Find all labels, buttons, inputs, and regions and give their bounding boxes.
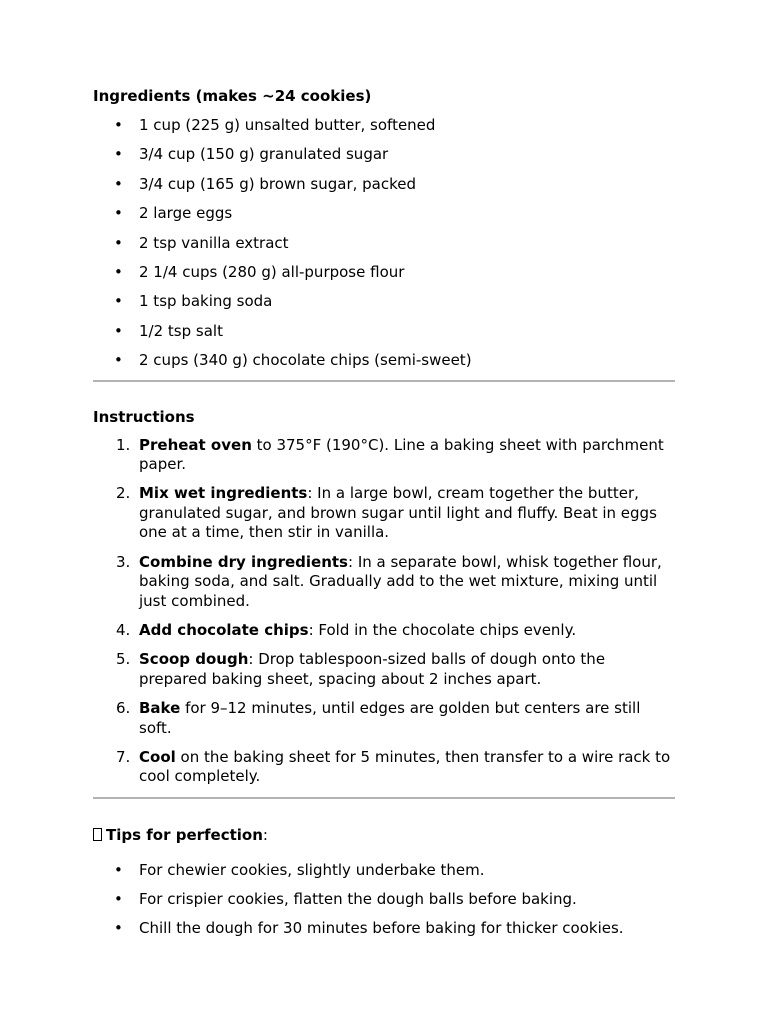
list-item bbox=[93, 889, 675, 909]
list-item bbox=[93, 699, 675, 738]
list-item bbox=[93, 621, 675, 641]
step-text: : Drop tablespoon-sized balls of dough onto the prepared baking sheet, spacing about 2 inches apart. bbox=[139, 650, 606, 688]
step-number: 4. bbox=[116, 621, 131, 640]
list-item bbox=[93, 115, 675, 135]
list-item bbox=[93, 262, 675, 282]
ingredient-text: 2 large eggs bbox=[139, 204, 233, 223]
list-item bbox=[93, 321, 675, 341]
ingredients-heading: Ingredients (makes ~24 cookies) bbox=[93, 87, 372, 105]
ingredients-list bbox=[93, 115, 675, 370]
step-number: 1. bbox=[116, 435, 131, 454]
tips-title-suffix: : bbox=[262, 825, 268, 844]
bullet-icon: • bbox=[114, 262, 123, 281]
bullet-icon: • bbox=[114, 174, 123, 193]
ingredient-text: 2 tsp vanilla extract bbox=[139, 233, 289, 252]
ingredient-text: 2 cups (340 g) chocolate chips (semi-sweet) bbox=[139, 351, 472, 370]
step-number: 7. bbox=[116, 747, 131, 766]
step-number: 3. bbox=[116, 552, 131, 571]
step-text: : In a large bowl, cream together the butter, granulated sugar, and brown sugar until light and fluffy. Beat in eggs one at a time, then stir in vanilla. bbox=[139, 484, 657, 542]
list-item bbox=[93, 748, 675, 787]
section-divider bbox=[93, 380, 675, 382]
bullet-icon: • bbox=[114, 860, 123, 879]
tips-list bbox=[93, 860, 675, 939]
step-text: : In a separate bowl, whisk together flour, baking soda, and salt. Gradually add to the wet mixture, mixing until just combined. bbox=[139, 552, 662, 610]
missing-glyph-icon bbox=[93, 828, 102, 841]
step-text: : Fold in the chocolate chips evenly. bbox=[308, 621, 577, 640]
step-label: Preheat oven bbox=[139, 435, 252, 454]
ingredient-text: 1 tsp baking soda bbox=[139, 292, 273, 311]
bullet-icon: • bbox=[114, 321, 123, 340]
tips-title: Tips for perfection bbox=[106, 825, 263, 844]
step-number: 6. bbox=[116, 699, 131, 718]
list-item bbox=[93, 650, 675, 689]
bullet-icon: • bbox=[114, 233, 123, 252]
bullet-icon: • bbox=[114, 116, 123, 134]
step-number: 2. bbox=[116, 484, 131, 503]
list-item bbox=[93, 174, 675, 194]
list-item bbox=[93, 291, 675, 311]
section-divider bbox=[93, 797, 675, 799]
ingredient-text: 1 cup (225 g) unsalted butter, softened bbox=[139, 116, 436, 134]
step-label: Bake bbox=[139, 699, 181, 718]
step-text: to 375°F (190°C). Line a baking sheet with parchment paper. bbox=[139, 435, 664, 474]
tip-text: For crispier cookies, flatten the dough balls before baking. bbox=[139, 889, 577, 908]
step-label: Cool bbox=[139, 747, 176, 766]
bullet-icon: • bbox=[114, 351, 123, 370]
instructions-list bbox=[93, 436, 675, 787]
bullet-icon: • bbox=[114, 204, 123, 223]
step-label: Mix wet ingredients bbox=[139, 484, 308, 503]
list-item bbox=[93, 233, 675, 253]
bullet-icon: • bbox=[114, 889, 123, 908]
list-item bbox=[93, 350, 675, 370]
list-item bbox=[93, 918, 675, 938]
list-item bbox=[93, 484, 675, 543]
bullet-icon: • bbox=[114, 919, 123, 938]
bullet-icon: • bbox=[114, 145, 123, 164]
ingredient-text: 1/2 tsp salt bbox=[139, 321, 223, 340]
ingredient-text: 2 1/4 cups (280 g) all-purpose flour bbox=[139, 262, 405, 281]
step-label: Add chocolate chips bbox=[139, 621, 309, 640]
bullet-icon: • bbox=[114, 292, 123, 311]
list-item bbox=[93, 553, 675, 612]
tip-text: Chill the dough for 30 minutes before baking for thicker cookies. bbox=[139, 919, 624, 938]
ingredient-text: 3/4 cup (150 g) granulated sugar bbox=[139, 145, 389, 164]
list-item bbox=[93, 436, 675, 475]
step-number: 5. bbox=[116, 650, 131, 669]
ingredient-text: 3/4 cup (165 g) brown sugar, packed bbox=[139, 174, 417, 193]
instructions-heading: Instructions bbox=[93, 407, 195, 426]
step-text: for 9–12 minutes, until edges are golden but centers are still soft. bbox=[139, 699, 641, 737]
step-text: on the baking sheet for 5 minutes, then transfer to a wire rack to cool completely. bbox=[139, 747, 671, 786]
list-item bbox=[93, 203, 675, 223]
step-label: Scoop dough bbox=[139, 650, 249, 669]
list-item bbox=[93, 860, 675, 880]
list-item bbox=[93, 144, 675, 164]
step-label: Combine dry ingredients bbox=[139, 552, 348, 571]
tips-heading bbox=[93, 825, 675, 845]
tip-text: For chewier cookies, slightly underbake them. bbox=[139, 860, 485, 879]
recipe-document bbox=[93, 86, 675, 948]
